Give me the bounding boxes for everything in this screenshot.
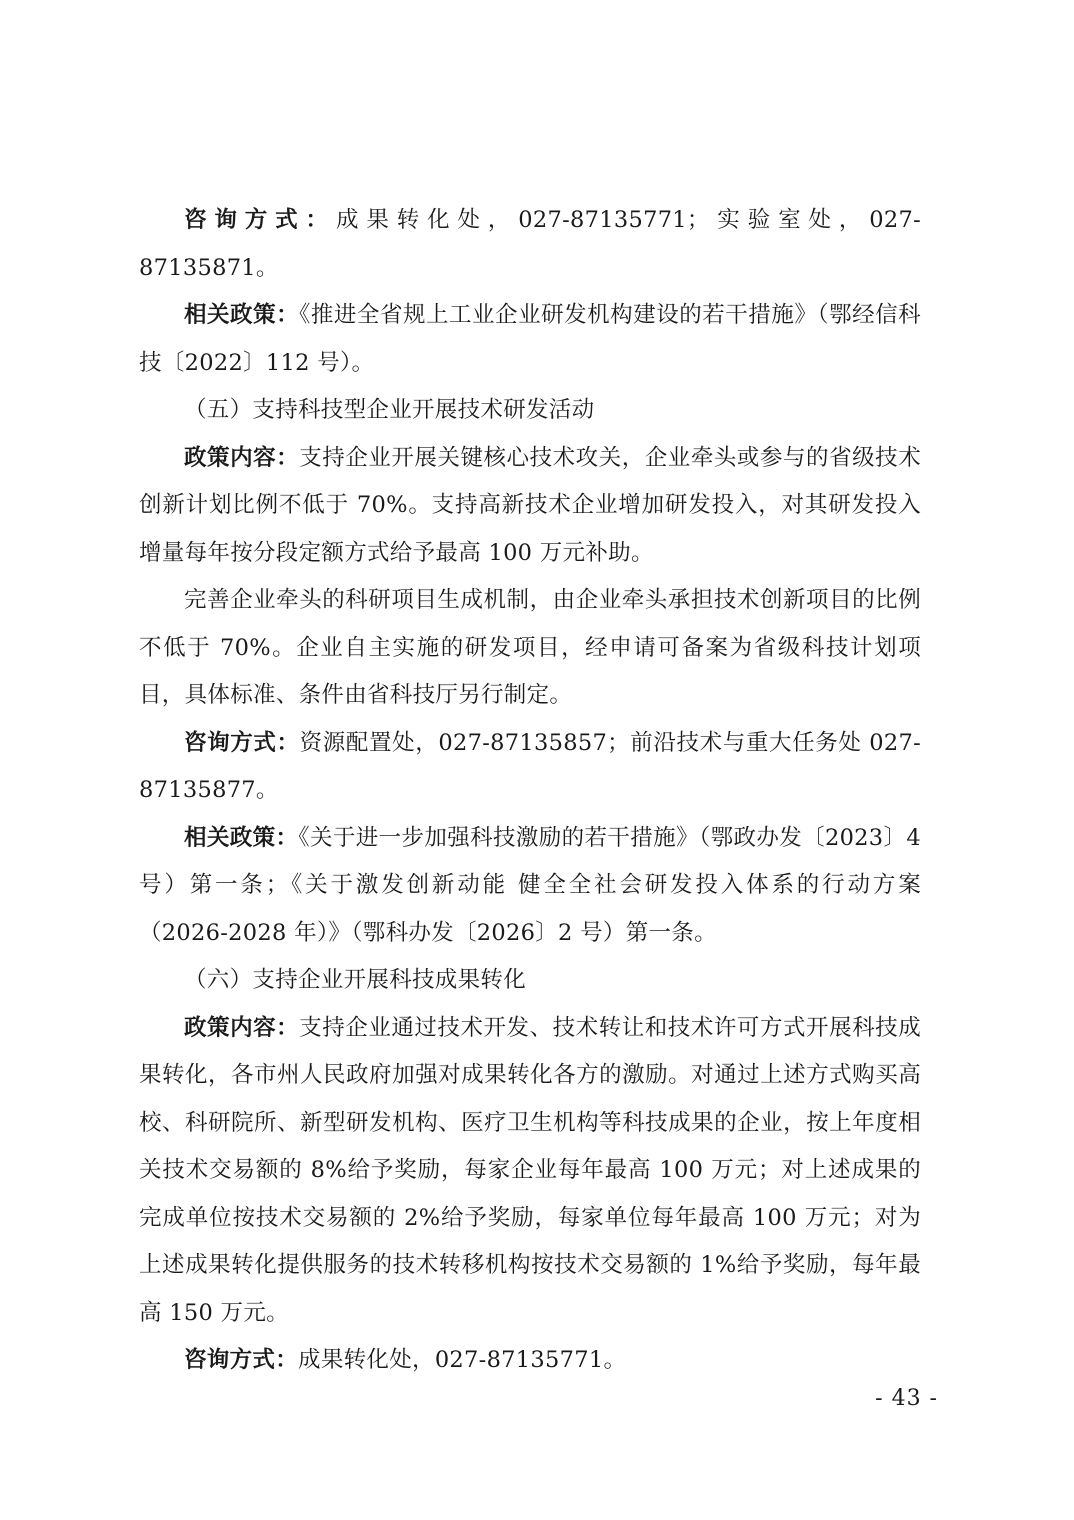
page-body [139,197,921,1385]
related-policy-paragraph [139,815,921,958]
related-policy-label: 相关政策： [184,302,300,328]
related-policy-text: 《推进全省规上工业企业研发机构建设的若干措施》（鄂经信科技〔2022〕112 号）。 [139,302,921,376]
consultation-text: 资源配置处，027-87135857；前沿技术与重大任务处 027-87135877。 [139,729,921,803]
policy-content-paragraph [139,1005,921,1338]
body-paragraph: 完善企业牵头的科研项目生成机制，由企业牵头承担技术创新项目的比例不低于 70%。企业自主实施的研发项目，经申请可备案为省级科技计划项目，具体标准、条件由省科技厅另行制定。 [139,587,921,708]
consultation-paragraph [139,197,921,292]
consultation-label: 咨询方式： [184,729,300,756]
section-heading-5: （五）支持科技型企业开展技术研发活动 [184,397,595,423]
consultation-label: 咨询方式： [184,1347,299,1373]
page-number: - 43 - [875,1386,938,1411]
policy-content-paragraph [139,435,921,578]
policy-content-text: 支持企业开展关键核心技术攻关，企业牵头或参与的省级技术创新计划比例不低于 70%。支持高新技术企业增加研发投入，对其研发投入增量每年按分段定额方式给予最高 100 万元补助。 [139,444,921,566]
consultation-paragraph [139,1337,921,1385]
related-policy-paragraph [139,292,921,387]
consultation-label: 咨询方式： [184,207,336,233]
related-policy-text: 《关于进一步加强科技激励的若干措施》（鄂政办发〔2023〕4 号）第一条；《关于激发创新动能 健全全社会研发投入体系的行动方案（2026-2028 年）》（鄂科办发〔2026〕2 号）第一条。 [139,824,921,946]
section-heading-6: （六）支持企业开展科技成果转化 [184,967,527,993]
policy-content-label: 政策内容： [184,1014,300,1041]
policy-content-text: 支持企业通过技术开发、技术转让和技术许可方式开展科技成果转化，各市州人民政府加强对成果转化各方的激励。对通过上述方式购买高校、科研院所、新型研发机构、医疗卫生机构等科技成果的企业，按上年度相关技术交易额的 8%给予奖励，每家企业每年最高 100 万元；对上述成果的完成单位按技术交易额的 2%给予奖励，每家单位每年最高 100 万元；对为上述成果转化提供服务的技术转移机构按技术交易额的 1%给予奖励，每年最高 150 万元。 [139,1014,921,1326]
consultation-text: 成果转化处，027-87135771。 [298,1347,627,1373]
related-policy-label: 相关政策： [184,824,299,851]
consultation-text: 成果转化处，027-87135771；实验室处，027-87135871。 [139,207,921,281]
policy-content-label: 政策内容： [184,444,300,471]
consultation-paragraph [139,720,921,815]
